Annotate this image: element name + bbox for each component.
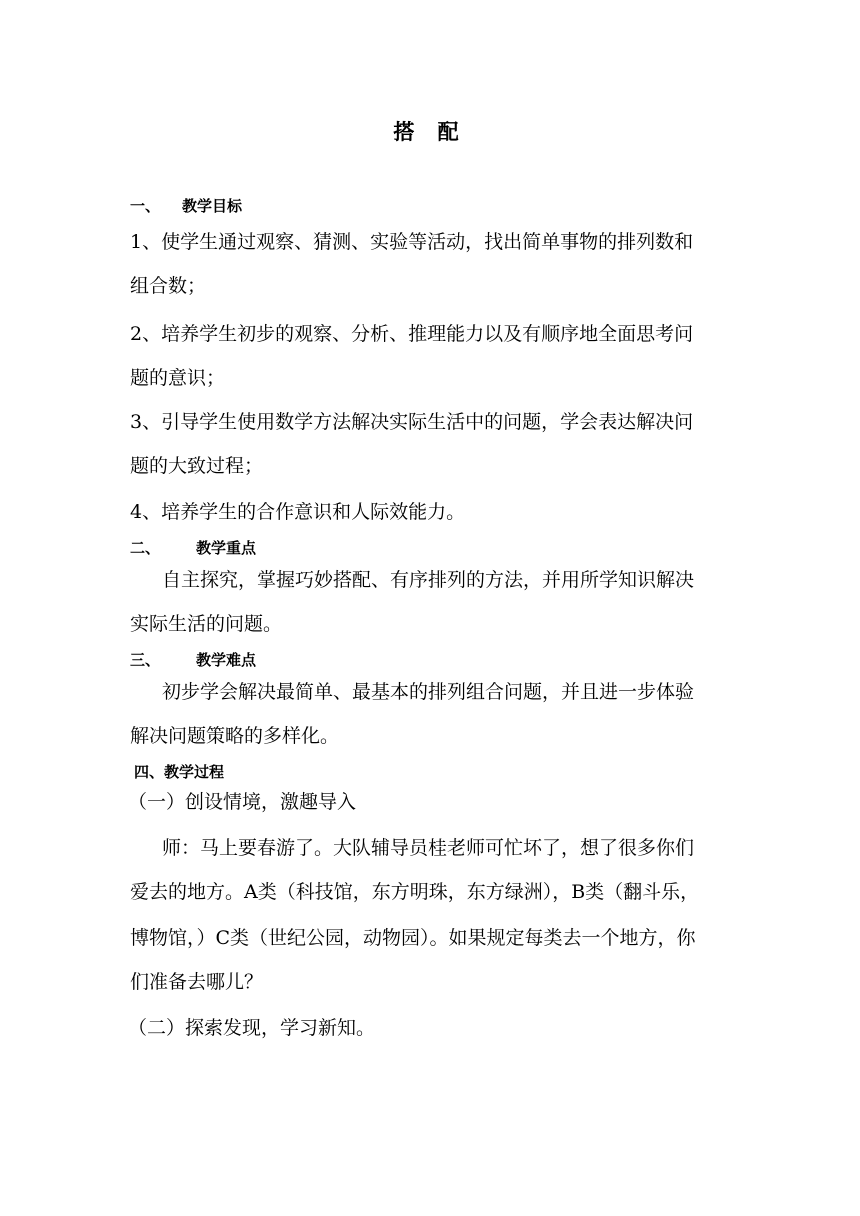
- objective-line: 题的意识；: [130, 367, 226, 389]
- section-number: 三、: [130, 651, 161, 669]
- objective-line: 组合数；: [130, 275, 207, 297]
- paragraph-line: 们准备去哪儿？: [130, 971, 264, 993]
- paragraph-line: 解决问题策略的多样化。: [130, 725, 340, 747]
- subsection-heading: （二）探索发现，学习新知。: [128, 1017, 376, 1039]
- section-heading-process: 四、教学过程: [134, 763, 225, 781]
- subsection-heading: （一）创设情境，激趣导入: [128, 791, 357, 813]
- objective-line: 4、培养学生的合作意识和人际效能力。: [130, 501, 466, 523]
- section-heading-objectives: [130, 194, 242, 218]
- section-number: 二、: [130, 539, 161, 557]
- section-label: 教学目标: [182, 197, 243, 215]
- paragraph-line: 自主探究，掌握巧妙搭配、有序排列的方法，并用所学知识解决: [162, 569, 695, 591]
- objective-line: 1、使学生通过观察、猜测、实验等活动，找出简单事物的排列数和: [130, 231, 694, 253]
- section-label: 教学难点: [196, 651, 257, 669]
- page-title: 搭 配: [393, 120, 467, 144]
- paragraph-line: 博物馆，）C类（世纪公园，动物园）。如果规定每类去一个地方，你: [130, 927, 696, 949]
- section-heading-difficulties: [130, 648, 256, 672]
- objective-line: 题的大致过程；: [130, 455, 264, 477]
- section-heading-key-points: [130, 536, 256, 560]
- paragraph-line: 实际生活的问题。: [130, 613, 283, 635]
- objective-line: 2、培养学生初步的观察、分析、推理能力以及有顺序地全面思考问: [130, 323, 694, 345]
- section-label: 教学重点: [196, 539, 257, 557]
- paragraph-line: 初步学会解决最简单、最基本的排列组合问题，并且进一步体验: [162, 681, 695, 703]
- paragraph-line: 师：马上要春游了。大队辅导员桂老师可忙坏了，想了很多你们: [162, 837, 695, 859]
- paragraph-line: 爱去的地方。A类（科技馆，东方明珠，东方绿洲），B类（翻斗乐，: [130, 881, 700, 903]
- objective-line: 3、引导学生使用数学方法解决实际生活中的问题，学会表达解决问: [130, 411, 694, 433]
- section-number: 一、: [130, 197, 161, 215]
